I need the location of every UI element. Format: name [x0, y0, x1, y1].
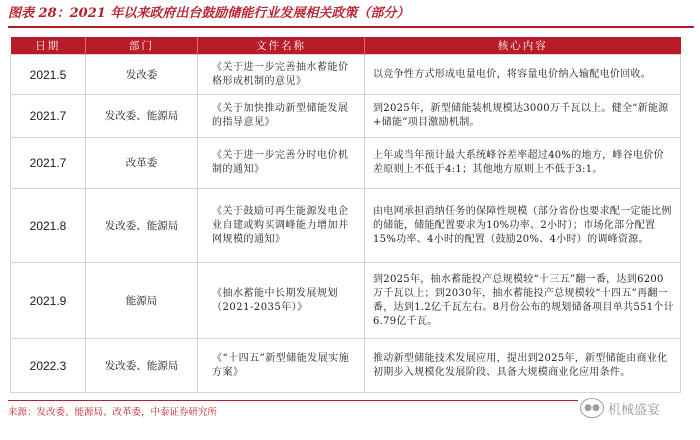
- row-document: 《关于鼓励可再生能源发电企业自建或购买调峰能力增加并网规模的通知》: [198, 189, 365, 263]
- watermark: [580, 396, 660, 420]
- table-row: [11, 95, 681, 138]
- row-document: 《关于进一步完善抽水蓄能价格形成机制的意见》: [198, 55, 365, 95]
- table-row: [11, 339, 681, 393]
- row-date: 2021.7: [11, 95, 86, 138]
- row-content: 以竞争性方式形成电量电价，将容量电价纳入输配电价回收。: [365, 55, 681, 95]
- table-row: [11, 55, 681, 95]
- row-content: 推动新型储能技术发展应用，提出到2025年，新型储能由商业化初期步入规模化发展阶段、具备大规模商业化应用条件。: [365, 339, 681, 393]
- row-department: 发改委、能源局: [86, 95, 198, 138]
- table-row: [11, 263, 681, 339]
- row-department: 能源局: [86, 263, 198, 339]
- watermark-text: 机械盛宴: [608, 402, 661, 418]
- bottom-divider: [8, 400, 578, 401]
- table-row: [11, 189, 681, 263]
- row-date: 2021.9: [11, 263, 86, 339]
- header-date: 日期: [11, 37, 86, 55]
- row-content: 上年或当年预计最大系统峰谷差率超过40%的地方，峰谷电价价差原则上不低于4:1；其他地方原则上不低于3:1。: [365, 138, 681, 189]
- row-date: 2021.7: [11, 138, 86, 189]
- row-date: 2021.8: [11, 189, 86, 263]
- table-row: [11, 138, 681, 189]
- header-content: 核心内容: [365, 37, 681, 55]
- header-document: 文件名称: [198, 37, 365, 55]
- row-content: 到2025年，新型储能装机规模达3000万千瓦以上。健全“新能源+储能”项目激励机制。: [365, 95, 681, 138]
- row-department: 改革委: [86, 138, 198, 189]
- row-content: 到2025年，抽水蓄能投产总规模较“十三五”翻一番，达到6200万千瓦以上；到2030年，抽水蓄能投产总规模较“十四五”再翻一番，达到1.2亿千瓦左右。8月份公布的规划储备项目单共551个计6.79亿千瓦。: [365, 263, 681, 339]
- source-note: 来源：发改委、能源局、改革委，中泰证券研究所: [8, 407, 218, 418]
- row-department: 发改委、能源局: [86, 189, 198, 263]
- row-document: 《关于进一步完善分时电价机制的通知》: [198, 138, 365, 189]
- figure-title: 图表 28：2021 年以来政府出台鼓励储能行业发展相关政策（部分）: [8, 4, 694, 28]
- policy-table: [10, 37, 681, 393]
- row-department: 发改委、能源局: [86, 339, 198, 393]
- table-header-row: [11, 37, 681, 55]
- row-document: 《抽水蓄能中长期发展规划（2021-2035年）》: [198, 263, 365, 339]
- row-date: 2021.5: [11, 55, 86, 95]
- row-content: 由电网承担消纳任务的保障性规模（部分省份也要求配一定能比例的储能，储能配置要求为10%功率、2小时）；市场化部分配置15%功率、4小时的配置（鼓励20%、4小时）的调峰资源。: [365, 189, 681, 263]
- row-department: 发改委: [86, 55, 198, 95]
- row-date: 2022.3: [11, 339, 86, 393]
- wechat-icon: ●●: [580, 398, 604, 418]
- header-department: 部门: [86, 37, 198, 55]
- row-document: 《“十四五”新型储能发展实施方案》: [198, 339, 365, 393]
- row-document: 《关于加快推动新型储能发展的指导意见》: [198, 95, 365, 138]
